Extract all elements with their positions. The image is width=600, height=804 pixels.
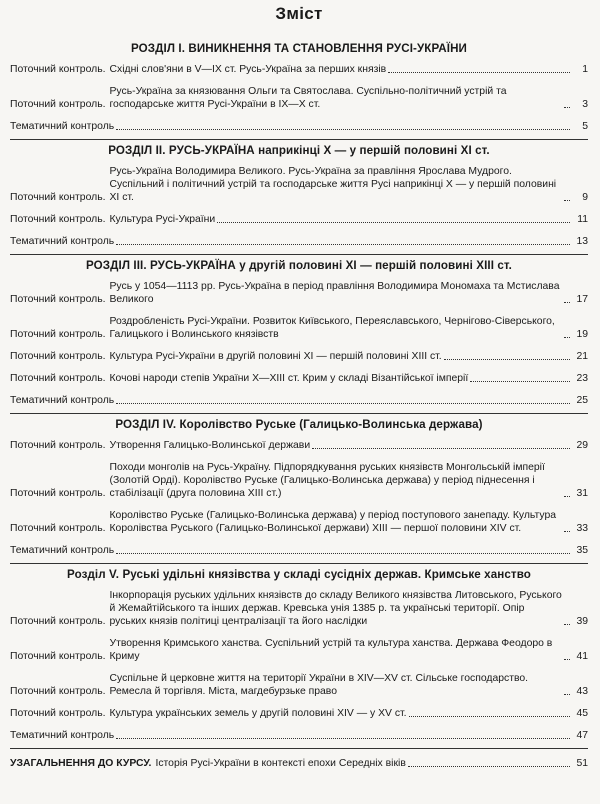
page-number: 31 bbox=[576, 488, 588, 499]
toc-entry[interactable] bbox=[10, 280, 588, 306]
dot-leader bbox=[564, 337, 570, 338]
dot-leader bbox=[470, 381, 570, 382]
dot-leader bbox=[564, 200, 570, 201]
entry-text-wrap bbox=[106, 461, 573, 500]
page-number: 17 bbox=[576, 294, 588, 305]
entry-text-wrap bbox=[106, 589, 573, 628]
dot-leader bbox=[564, 531, 570, 532]
dot-leader bbox=[564, 302, 570, 303]
thematic-page-number: 47 bbox=[576, 730, 588, 741]
page-number: 19 bbox=[576, 329, 588, 340]
entry-label: Поточний контроль. bbox=[10, 351, 106, 362]
dot-leader bbox=[116, 129, 570, 130]
toc-entry[interactable] bbox=[10, 509, 588, 535]
thematic-page-number: 35 bbox=[576, 545, 588, 556]
page-number: 39 bbox=[576, 616, 588, 627]
dot-leader bbox=[116, 403, 570, 404]
summary-entry[interactable] bbox=[10, 757, 588, 770]
thematic-label: Тематичний контроль bbox=[10, 236, 115, 247]
entry-title: Культура Русі-України bbox=[109, 214, 216, 225]
entry-label: Поточний контроль. bbox=[10, 708, 106, 719]
page-number: 45 bbox=[576, 708, 588, 719]
entry-text-wrap bbox=[106, 707, 573, 720]
entry-text-wrap bbox=[106, 213, 573, 226]
section-divider bbox=[10, 254, 588, 255]
entry-title: Східні слов'яни в V—IX ст. Русь-Україна за перших князів bbox=[109, 64, 387, 75]
entry-text-wrap bbox=[106, 280, 573, 306]
page-number: 41 bbox=[576, 651, 588, 662]
entry-title: Русь-Україна за князювання Ольги та Святослава. Суспільно-політичний устрій та господарське життя Русі-України в IX—X ст. bbox=[109, 86, 507, 110]
toc-entry[interactable] bbox=[10, 372, 588, 385]
toc-entry[interactable] bbox=[10, 672, 588, 698]
section-heading: Розділ V. Руські удільні князівства у складі сусідніх держав. Кримське ханство bbox=[67, 568, 531, 581]
dot-leader bbox=[409, 716, 570, 717]
toc-section bbox=[10, 259, 588, 414]
section-heading: РОЗДІЛ І. ВИНИКНЕННЯ ТА СТАНОВЛЕННЯ РУСІ-УКРАЇНИ bbox=[131, 42, 467, 55]
entry-text-wrap bbox=[106, 637, 573, 663]
page-number: 23 bbox=[576, 373, 588, 384]
entry-title: Русь у 1054—1113 рр. Русь-Україна в період правління Володимира Мономаха та Мстислава Великого bbox=[109, 281, 560, 305]
entry-label: Поточний контроль. bbox=[10, 214, 106, 225]
entry-text-wrap bbox=[106, 165, 573, 204]
toc-entry[interactable] bbox=[10, 589, 588, 628]
toc-sections bbox=[10, 42, 588, 749]
section-divider bbox=[10, 563, 588, 564]
toc-entry[interactable] bbox=[10, 637, 588, 663]
section-heading: РОЗДІЛ ІІ. РУСЬ-УКРАЇНА наприкінці X — у першій половині XI ст. bbox=[108, 144, 490, 157]
section-heading: РОЗДІЛ IV. Королівство Руське (Галицько-Волинська держава) bbox=[115, 418, 483, 431]
entry-text-wrap bbox=[106, 85, 573, 111]
page-number: 29 bbox=[576, 440, 588, 451]
thematic-label: Тематичний контроль bbox=[10, 730, 115, 741]
dot-leader bbox=[564, 659, 570, 660]
toc-entry[interactable] bbox=[10, 85, 588, 111]
dot-leader bbox=[444, 359, 570, 360]
dot-leader bbox=[408, 766, 570, 767]
summary-label: УЗАГАЛЬНЕННЯ ДО КУРСУ. bbox=[10, 758, 152, 769]
entry-title: Королівство Руське (Галицько-Волинська держава) у період поступового занепаду. Культура Королівства Руського (Галицько-Волинської держави) XIII — першої половини XIV ст. bbox=[109, 510, 557, 534]
dot-leader bbox=[564, 496, 570, 497]
entry-label: Поточний контроль. bbox=[10, 329, 106, 340]
thematic-entry[interactable] bbox=[10, 729, 588, 742]
entry-title: Суспільне й церковне життя на території України в XIV—XV ст. Сільське господарство. Ремесла й торгівля. Міста, магдебурзьке право bbox=[109, 673, 529, 697]
entry-label: Поточний контроль. bbox=[10, 616, 106, 627]
page-number: 3 bbox=[582, 99, 588, 110]
entry-title: Культура Русі-України в другій половині XI — першій половині XIII ст. bbox=[109, 351, 442, 362]
dot-leader bbox=[388, 72, 570, 73]
entry-label: Поточний контроль. bbox=[10, 373, 106, 384]
thematic-entry[interactable] bbox=[10, 394, 588, 407]
thematic-page-number: 13 bbox=[576, 236, 588, 247]
entry-text-wrap bbox=[106, 350, 573, 363]
toc-entry[interactable] bbox=[10, 315, 588, 341]
toc-section bbox=[10, 144, 588, 255]
page-number: 11 bbox=[577, 214, 588, 225]
thematic-label: Тематичний контроль bbox=[10, 121, 115, 132]
thematic-entry[interactable] bbox=[10, 120, 588, 133]
entry-label: Поточний контроль. bbox=[10, 294, 106, 305]
entry-label: Поточний контроль. bbox=[10, 523, 106, 534]
dot-leader bbox=[564, 694, 570, 695]
entry-label: Поточний контроль. bbox=[10, 64, 106, 75]
page-number: 43 bbox=[576, 686, 588, 697]
toc-section bbox=[10, 418, 588, 564]
entry-text-wrap bbox=[106, 439, 573, 452]
summary-page-number: 51 bbox=[576, 758, 588, 769]
entry-label: Поточний контроль. bbox=[10, 488, 106, 499]
thematic-label: Тематичний контроль bbox=[10, 545, 115, 556]
toc-section bbox=[10, 568, 588, 749]
page-number: 21 bbox=[576, 351, 588, 362]
entry-label: Поточний контроль. bbox=[10, 99, 106, 110]
section-divider bbox=[10, 139, 588, 140]
entry-title: Русь-Україна Володимира Великого. Русь-Україна за правління Ярослава Мудрого. Суспільний і політичний устрій та господарське життя Русі наприкінці X — у першій половині XI ст. bbox=[109, 166, 557, 203]
toc-entry[interactable] bbox=[10, 439, 588, 452]
entry-title: Походи монголів на Русь-Україну. Підпорядкування руських князівств Монгольській імперії (Золотій Орді). Королівство Руське (Галицько-Волинська держава) у період піднесення і стабілізації (друга половина XIII ст.) bbox=[109, 462, 545, 499]
page-number: 1 bbox=[582, 64, 588, 75]
dot-leader bbox=[116, 738, 570, 739]
entry-text-wrap bbox=[106, 672, 573, 698]
dot-leader bbox=[116, 244, 570, 245]
dot-leader bbox=[564, 624, 570, 625]
entry-text-wrap bbox=[106, 63, 573, 76]
dot-leader bbox=[217, 222, 570, 223]
toc-entry[interactable] bbox=[10, 350, 588, 363]
thematic-label: Тематичний контроль bbox=[10, 395, 115, 406]
toc-entry[interactable] bbox=[10, 461, 588, 500]
thematic-page-number: 25 bbox=[576, 395, 588, 406]
entry-title: Культура українських земель у другій половині XIV — у XV ст. bbox=[109, 708, 407, 719]
page-number: 9 bbox=[582, 192, 588, 203]
dot-leader bbox=[312, 448, 570, 449]
entry-title: Утворення Галицько-Волинської держави bbox=[109, 440, 311, 451]
entry-label: Поточний контроль. bbox=[10, 192, 106, 203]
toc-section bbox=[10, 42, 588, 140]
entry-label: Поточний контроль. bbox=[10, 686, 106, 697]
toc-entry[interactable] bbox=[10, 213, 588, 226]
dot-leader bbox=[564, 107, 570, 108]
entry-title: Інкорпорація руських удільних князівств до складу Великого князівства Литовського, Руського й Жемайтійського та інших держав. Кревська унія 1385 р. та українські території. Опір руських князів політиці централізації та його наслідки bbox=[109, 590, 562, 627]
entry-title: Роздробленість Русі-України. Розвиток Київського, Переяславського, Чернігово-Сіверського, Галицького і Волинського князівств bbox=[109, 316, 555, 340]
section-divider bbox=[10, 413, 588, 414]
section-divider bbox=[10, 748, 588, 749]
entry-text-wrap bbox=[106, 509, 573, 535]
toc-entry[interactable] bbox=[10, 707, 588, 720]
page-title: Зміст bbox=[275, 4, 323, 23]
summary-text: Історія Русі-України в контексті епохи Середніх віків bbox=[155, 758, 406, 769]
section-heading: РОЗДІЛ ІІІ. РУСЬ-УКРАЇНА у другій половині XI — першій половині XIII ст. bbox=[86, 259, 512, 272]
thematic-entry[interactable] bbox=[10, 544, 588, 557]
entry-text-wrap bbox=[106, 372, 573, 385]
entry-title: Утворення Кримського ханства. Суспільний устрій та культура ханства. Держава Феодоро в Криму bbox=[109, 638, 553, 662]
entry-label: Поточний контроль. bbox=[10, 651, 106, 662]
toc-entry[interactable] bbox=[10, 165, 588, 204]
dot-leader bbox=[116, 553, 570, 554]
page-number: 33 bbox=[576, 523, 588, 534]
entry-text-wrap bbox=[106, 315, 573, 341]
entry-title: Кочові народи степів України X—XIII ст. Крим у складі Візантійської імперії bbox=[109, 373, 469, 384]
thematic-page-number: 5 bbox=[582, 121, 588, 132]
entry-label: Поточний контроль. bbox=[10, 440, 106, 451]
thematic-entry[interactable] bbox=[10, 235, 588, 248]
toc-entry[interactable] bbox=[10, 63, 588, 76]
